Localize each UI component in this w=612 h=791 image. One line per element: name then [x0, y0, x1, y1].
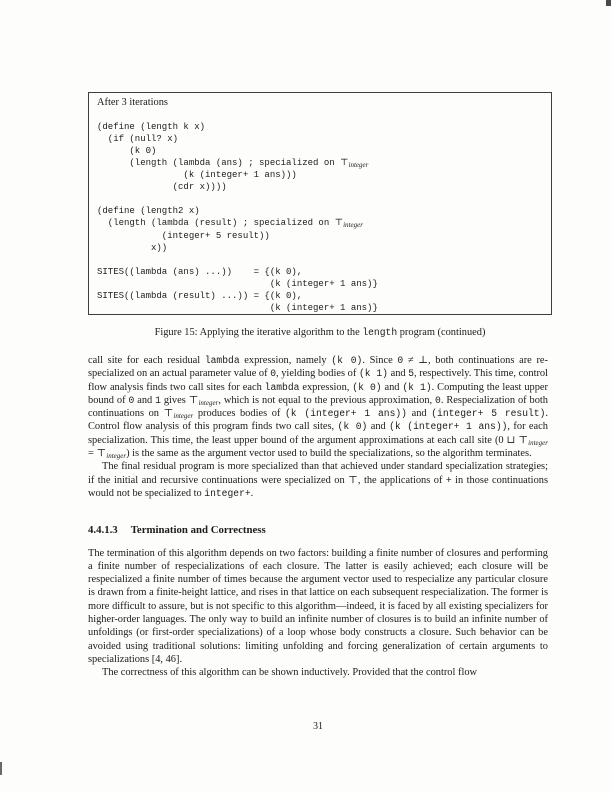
figure-box [88, 92, 552, 315]
body-text [88, 354, 548, 680]
figure-caption: Figure 15: Applying the iterative algorithm to the length program (continued) [154, 327, 486, 338]
scan-artifact [606, 0, 611, 6]
page-number: 31 [313, 721, 323, 732]
paragraph-correctness: The correctness of this algorithm can be shown inductively. Provided that the control flow [102, 667, 478, 679]
section-title: Termination and Correctness [130, 524, 266, 537]
paragraph-call-sites: call site for each residual lambda expression, namely (k 0). Since 0 ≠ ⊥, both continuations are re-specialized on an actual parameter value of 0, yielding bodies of (k 1) and 5, respectively. This time, control flow analysis finds two call sites for each lambda expression, (k 0) and (k 1). Computing the least upper bound of 0 and 1 gives $⊤_{integer}$, which is not equal to the previous approximation, 0. Respecialization of both continuations on $⊤_{integer}$ produces bodies of (k (integer+ 1 ans)) and (integer+ 5 result). Control flow analysis of this program finds two call sites, (k 0) and (k (integer+ 1 ans)), for each specialization. This time, the least upper bound of the argument approximations at each call site (0 ⊔ $⊤_{integer}$ = $⊤_{integer}$) is the same as the argument vector used to build the specializations, so the algorithm terminates. [88, 355, 548, 461]
scan-artifact [0, 762, 2, 775]
paragraph-final-residual: The final residual program is more specialized than that achieved under standard specialization strategies; if the initial and recursive continuations were specialized on ⊤, the applications of + in those continuations would not be specialized to integer+. [88, 461, 549, 499]
section-number: 4.4.1.3 [88, 524, 118, 537]
section-heading [88, 524, 548, 537]
paragraph-termination: The termination of this algorithm depends on two factors: building a finite number of closures and performing a finite number of respecializations of each closure. The latter is easily achieved; each closure will be respecialized a finite number of times because the argument vector used to respecialize any particular closure is drawn from a finite-height lattice, and rises in that lattice on each subsequent respecialization. The former is more difficult to assure, but is not specific to this algorithm—indeed, it is faced by all existing specializers for higher-order languages. The only way to build an infinite number of closures is to build an infinite number of unfoldings (or first-order specializations) of a loop whose body constructs a closure. Such behavior can be avoided using traditional solutions: limiting unfolding and forcing generalization of certain arguments to specializations [4, 46]. [88, 547, 548, 665]
figure-code-listing: After 3 iterations (define (length k x) (if (null? x) (k 0) (length (lambda (ans) ; specialized on $⊤_{integer}$ (k (integer+ 1 ans))) (cdr x)))) (define (length2 x) (length (lambda (result) ; specialized on $⊤_{integer}$ (integer+ 5 result)) x)) SITES((lambda (ans) ...)) = {(k 0), (k (integer+ 1 ans)} SITES((lambda (result) ...)) = {(k 0), (k (integer+ 1 ans)} [97, 97, 378, 313]
